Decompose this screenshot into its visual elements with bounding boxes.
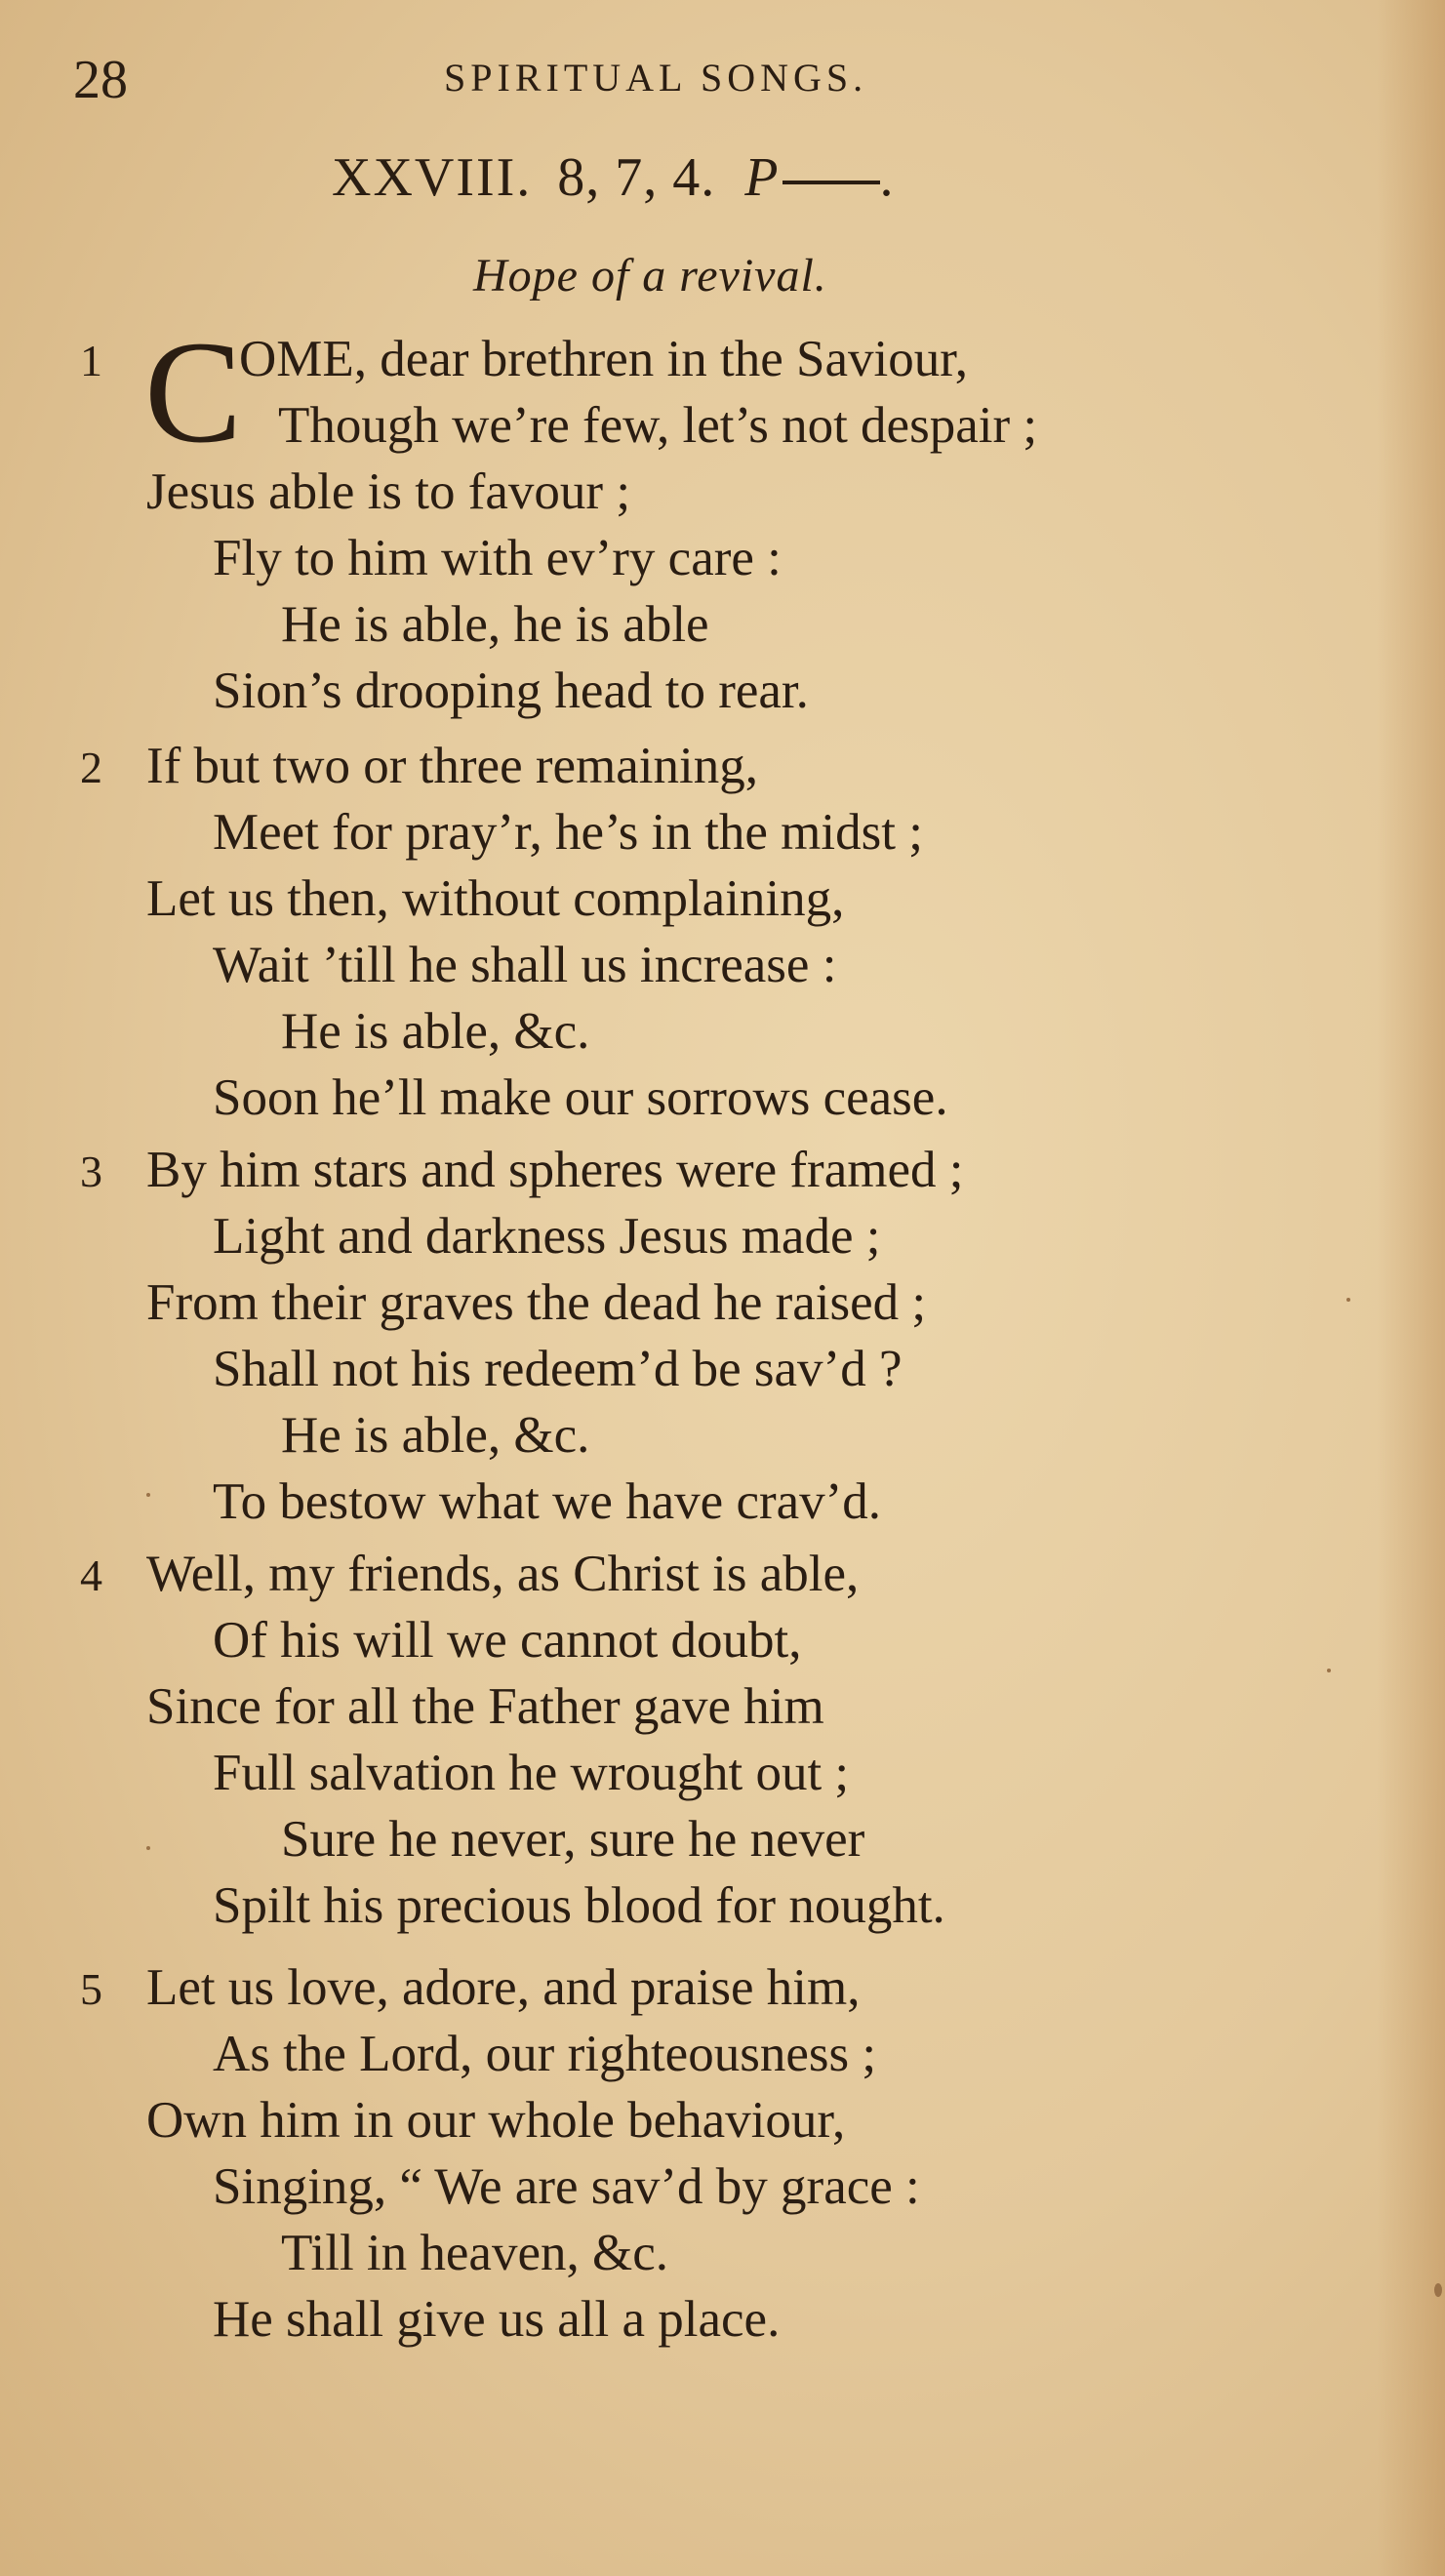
- running-title: SPIRITUAL SONGS.: [444, 56, 868, 100]
- verse-number: 2: [80, 743, 102, 792]
- hymn-heading: XXVIII. 8, 7, 4. P .: [332, 147, 896, 208]
- drop-cap: C: [144, 311, 243, 473]
- paper-speck: [146, 1846, 150, 1850]
- verse-number: 1: [80, 336, 102, 385]
- verse-line: To bestow what we have crav’d.: [213, 1473, 882, 1530]
- verse-line: If but two or three remaining,: [146, 738, 758, 794]
- paper-speck: [1434, 2283, 1442, 2297]
- verse-line: From their graves the dead he raised ;: [146, 1274, 927, 1331]
- verse-number: 4: [80, 1550, 102, 1600]
- verse-line: Fly to him with ev’ry care :: [213, 530, 782, 586]
- verse-line: Let us love, adore, and praise him,: [146, 1959, 861, 2016]
- paper-speck: [146, 1493, 150, 1497]
- verse-line: Full salvation he wrought out ;: [213, 1745, 850, 1801]
- verse-line: By him stars and spheres were framed ;: [146, 1142, 964, 1198]
- verse-line: Meet for pray’r, he’s in the midst ;: [213, 804, 923, 861]
- verse-line: Let us then, without complaining,: [146, 870, 845, 927]
- verse-line: Well, my friends, as Christ is able,: [146, 1546, 860, 1602]
- verse-line: Own him in our whole behaviour,: [146, 2092, 846, 2149]
- verse-line: Light and darkness Jesus made ;: [213, 1208, 881, 1265]
- verse-line: Since for all the Father gave him: [146, 1678, 824, 1735]
- paper-speck: [1327, 1669, 1331, 1672]
- verse-line: Sure he never, sure he never: [281, 1811, 865, 1868]
- verse-line: Singing, “ We are sav’d by grace :: [213, 2158, 920, 2215]
- verse-line: Though we’re few, let’s not despair ;: [278, 397, 1038, 454]
- verse-line: Till in heaven, &c.: [281, 2225, 668, 2281]
- verse-line: Shall not his redeem’d be sav’d ?: [213, 1341, 903, 1397]
- verse-line: As the Lord, our righteousness ;: [213, 2026, 877, 2082]
- hymn-meter: 8, 7, 4.: [557, 147, 716, 208]
- page-number: 28: [73, 50, 128, 110]
- verse-number: 5: [80, 1964, 102, 2014]
- verse-line: He is able, &c.: [281, 1407, 590, 1464]
- verse-line: He is able, he is able: [281, 596, 709, 653]
- page-header: [0, 49, 1445, 110]
- hymn-tune: P: [744, 147, 781, 208]
- verse-line: He shall give us all a place.: [213, 2291, 781, 2348]
- verse-line: Of his will we cannot doubt,: [213, 1612, 802, 1669]
- hymn-number: XXVIII.: [332, 147, 533, 208]
- hymn-subtitle: Hope of a revival.: [473, 250, 827, 302]
- verse-line: Soon he’ll make our sorrows cease.: [213, 1069, 948, 1126]
- verse-line: Sion’s drooping head to rear.: [213, 663, 809, 719]
- verse-line: He is able, &c.: [281, 1003, 590, 1060]
- page-edge-shadow: [1377, 0, 1445, 2576]
- verse-line: Jesus able is to favour ;: [146, 463, 631, 520]
- verse-number: 3: [80, 1147, 102, 1196]
- paper-speck: [1346, 1298, 1350, 1302]
- verse-line: OME, dear brethren in the Saviour,: [239, 331, 969, 387]
- tune-dash: [783, 181, 880, 184]
- verse-line: Wait ’till he shall us increase :: [213, 937, 837, 993]
- verse-line: Spilt his precious blood for nought.: [213, 1877, 945, 1934]
